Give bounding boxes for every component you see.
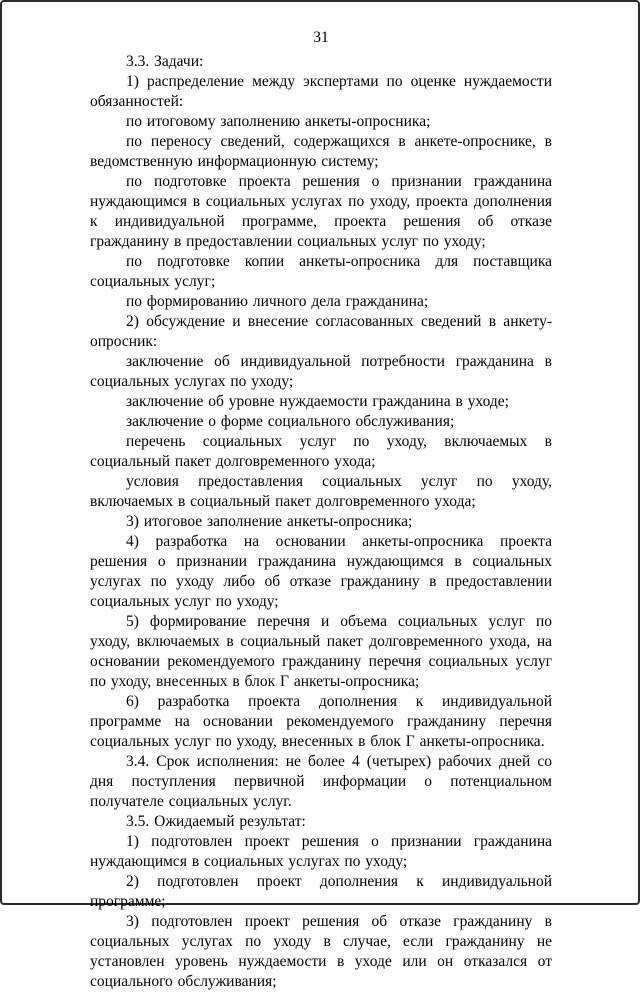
paragraph: 3.4. Срок исполнения: не более 4 (четырех) рабочих дней со дня поступления первичной информации о потенциальном получателе социальных услуг. xyxy=(90,753,552,810)
page-number: 31 xyxy=(313,29,329,46)
paragraph: по формированию личного дела гражданина; xyxy=(126,293,429,310)
paragraph: по подготовке проекта решения о признании гражданина нуждающимся в социальных услугах по уходу, проекта дополнения к индивидуальной программе, проекта решения об отказе гражданину в предоставлении социальных услуг по уходу; xyxy=(90,173,552,250)
paragraph: 2) обсуждение и внесение согласованных сведений в анкету-опросник: xyxy=(90,313,552,350)
paragraph: 4) разработка на основании анкеты-опросника проекта решения о признании гражданина нуждающимся в социальных услугах по уходу либо об отказе гражданину в предоставлении социальных услуг по уходу; xyxy=(90,533,552,610)
paragraph: заключение об индивидуальной потребности гражданина в социальных услугах по уходу; xyxy=(90,353,552,390)
paragraph: 5) формирование перечня и объема социальных услуг по уходу, включаемых в социальный пакет долговременного ухода, на основании рекомендуемого гражданину перечня социальных услуг по уходу, внесенных в блок Г анкеты-опросника; xyxy=(90,613,552,690)
paragraph: условия предоставления социальных услуг по уходу, включаемых в социальный пакет долговременного ухода; xyxy=(90,473,552,510)
paragraphs xyxy=(90,52,552,992)
paragraph: 6) разработка проекта дополнения к индивидуальной программе на основании рекомендуемого гражданину перечня социальных услуг по уходу, внесенных в блок Г анкеты-опросника. xyxy=(90,693,552,750)
paragraph: 3.5. Ожидаемый результат: xyxy=(126,813,306,830)
paragraph: 1) распределение между экспертами по оценке нуждаемости обязанностей: xyxy=(90,73,552,110)
paragraph: 1) подготовлен проект решения о признании гражданина нуждающимся в социальных услугах по уходу; xyxy=(90,833,552,870)
paragraph: заключение о форме социального обслуживания; xyxy=(126,413,455,430)
paragraph: по переносу сведений, содержащихся в анкете-опроснике, в ведомственную информационную систему; xyxy=(90,133,552,170)
paragraph: заключение об уровне нуждаемости гражданина в уходе; xyxy=(126,393,509,410)
paragraph: по подготовке копии анкеты-опросника для поставщика социальных услуг; xyxy=(90,253,552,290)
paragraph: 3) итоговое заполнение анкеты-опросника; xyxy=(126,513,413,530)
paragraph: по итоговому заполнению анкеты-опросника; xyxy=(126,113,431,130)
paragraph: 2) подготовлен проект дополнения к индивидуальной программе; xyxy=(90,873,552,910)
paragraph: 3) подготовлен проект решения об отказе гражданину в социальных услугах по уходу в случае, если гражданину не установлен уровень нуждаемости в уходе или он отказался от социального обслуживания; xyxy=(90,913,552,990)
paragraph: 3.3. Задачи: xyxy=(126,53,204,70)
paragraph: перечень социальных услуг по уходу, включаемых в социальный пакет долговременного ухода; xyxy=(90,433,552,470)
